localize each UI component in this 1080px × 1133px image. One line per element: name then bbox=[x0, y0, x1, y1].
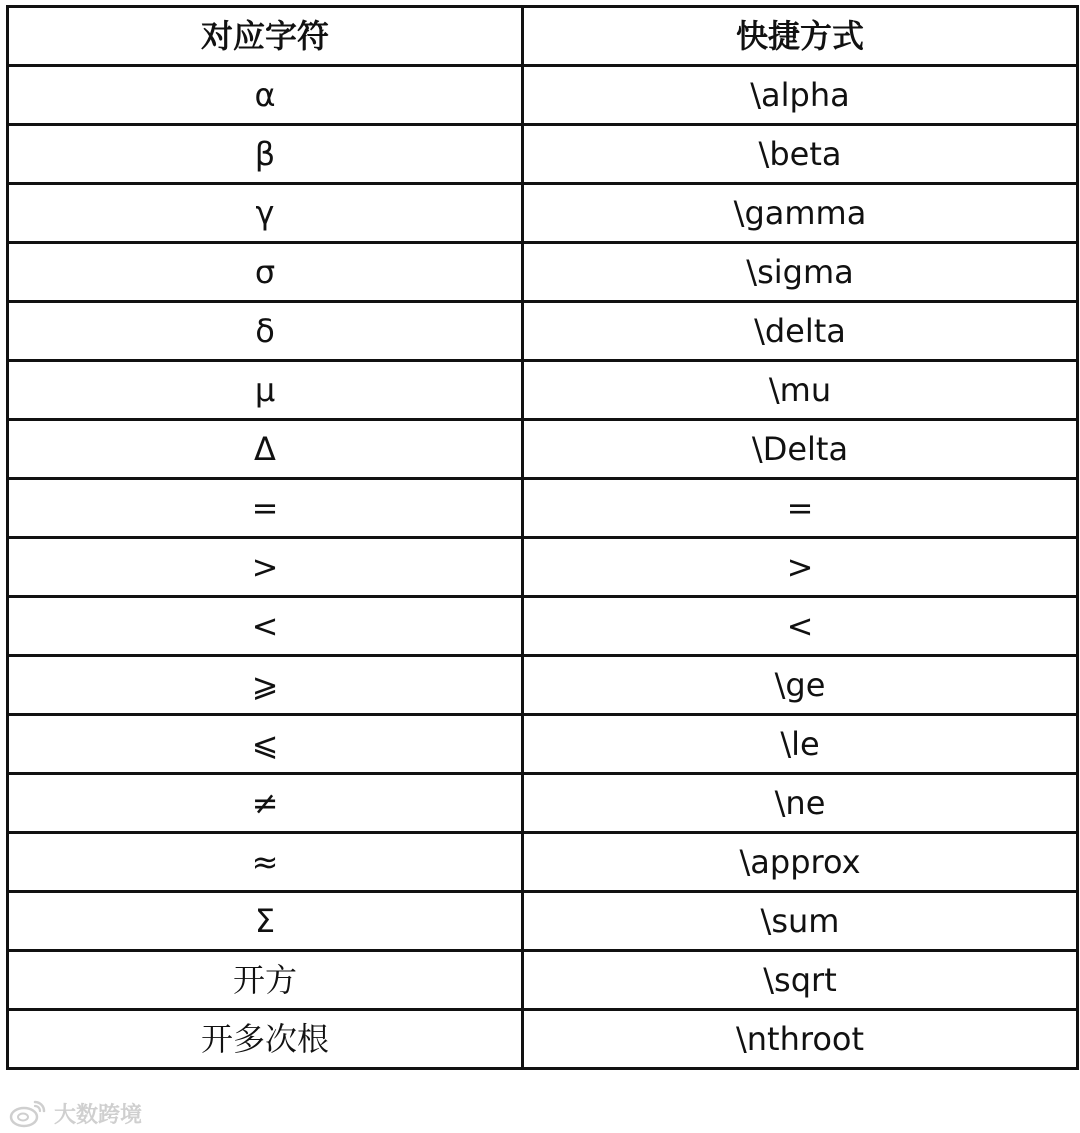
header-char: 对应字符 bbox=[8, 7, 523, 66]
shortcut-table-container bbox=[6, 5, 1076, 1070]
watermark-text: 大数跨境 bbox=[54, 1102, 143, 1128]
cell-char: β bbox=[8, 125, 523, 184]
cell-char: 开方 bbox=[8, 951, 523, 1010]
cell-shortcut: \nthroot bbox=[523, 1010, 1078, 1069]
weibo-logo-icon bbox=[8, 1098, 48, 1128]
cell-char: ≈ bbox=[8, 833, 523, 892]
cell-shortcut: \sum bbox=[523, 892, 1078, 951]
table-row bbox=[8, 361, 1078, 420]
cell-shortcut: < bbox=[523, 597, 1078, 656]
cell-char: < bbox=[8, 597, 523, 656]
table-row bbox=[8, 1010, 1078, 1069]
table-row bbox=[8, 715, 1078, 774]
cell-char: Δ bbox=[8, 420, 523, 479]
table-row bbox=[8, 125, 1078, 184]
cell-shortcut: \ne bbox=[523, 774, 1078, 833]
cell-char: γ bbox=[8, 184, 523, 243]
table-row bbox=[8, 656, 1078, 715]
table-row bbox=[8, 420, 1078, 479]
table-row bbox=[8, 302, 1078, 361]
cell-shortcut: \approx bbox=[523, 833, 1078, 892]
cell-shortcut: \delta bbox=[523, 302, 1078, 361]
cell-shortcut: \le bbox=[523, 715, 1078, 774]
table-row bbox=[8, 597, 1078, 656]
cell-shortcut: \alpha bbox=[523, 66, 1078, 125]
table-header-row bbox=[8, 7, 1078, 66]
shortcut-table bbox=[6, 5, 1079, 1070]
cell-char: α bbox=[8, 66, 523, 125]
cell-shortcut: > bbox=[523, 538, 1078, 597]
table-row bbox=[8, 951, 1078, 1010]
cell-char: > bbox=[8, 538, 523, 597]
table-row bbox=[8, 774, 1078, 833]
cell-shortcut: \mu bbox=[523, 361, 1078, 420]
cell-char: ⩾ bbox=[8, 656, 523, 715]
table-row bbox=[8, 892, 1078, 951]
table-row bbox=[8, 66, 1078, 125]
cell-shortcut: \beta bbox=[523, 125, 1078, 184]
table-row bbox=[8, 479, 1078, 538]
cell-char: σ bbox=[8, 243, 523, 302]
cell-char: ≠ bbox=[8, 774, 523, 833]
cell-shortcut: \Delta bbox=[523, 420, 1078, 479]
header-shortcut: 快捷方式 bbox=[523, 7, 1078, 66]
cell-shortcut: \sqrt bbox=[523, 951, 1078, 1010]
watermark bbox=[8, 1096, 142, 1130]
table-row bbox=[8, 243, 1078, 302]
cell-char: δ bbox=[8, 302, 523, 361]
cell-char: ⩽ bbox=[8, 715, 523, 774]
cell-char: = bbox=[8, 479, 523, 538]
table-row bbox=[8, 833, 1078, 892]
cell-char: 开多次根 bbox=[8, 1010, 523, 1069]
table-row bbox=[8, 184, 1078, 243]
table-row bbox=[8, 538, 1078, 597]
cell-char: μ bbox=[8, 361, 523, 420]
cell-shortcut: \ge bbox=[523, 656, 1078, 715]
cell-shortcut: = bbox=[523, 479, 1078, 538]
cell-shortcut: \sigma bbox=[523, 243, 1078, 302]
cell-char: Σ bbox=[8, 892, 523, 951]
cell-shortcut: \gamma bbox=[523, 184, 1078, 243]
